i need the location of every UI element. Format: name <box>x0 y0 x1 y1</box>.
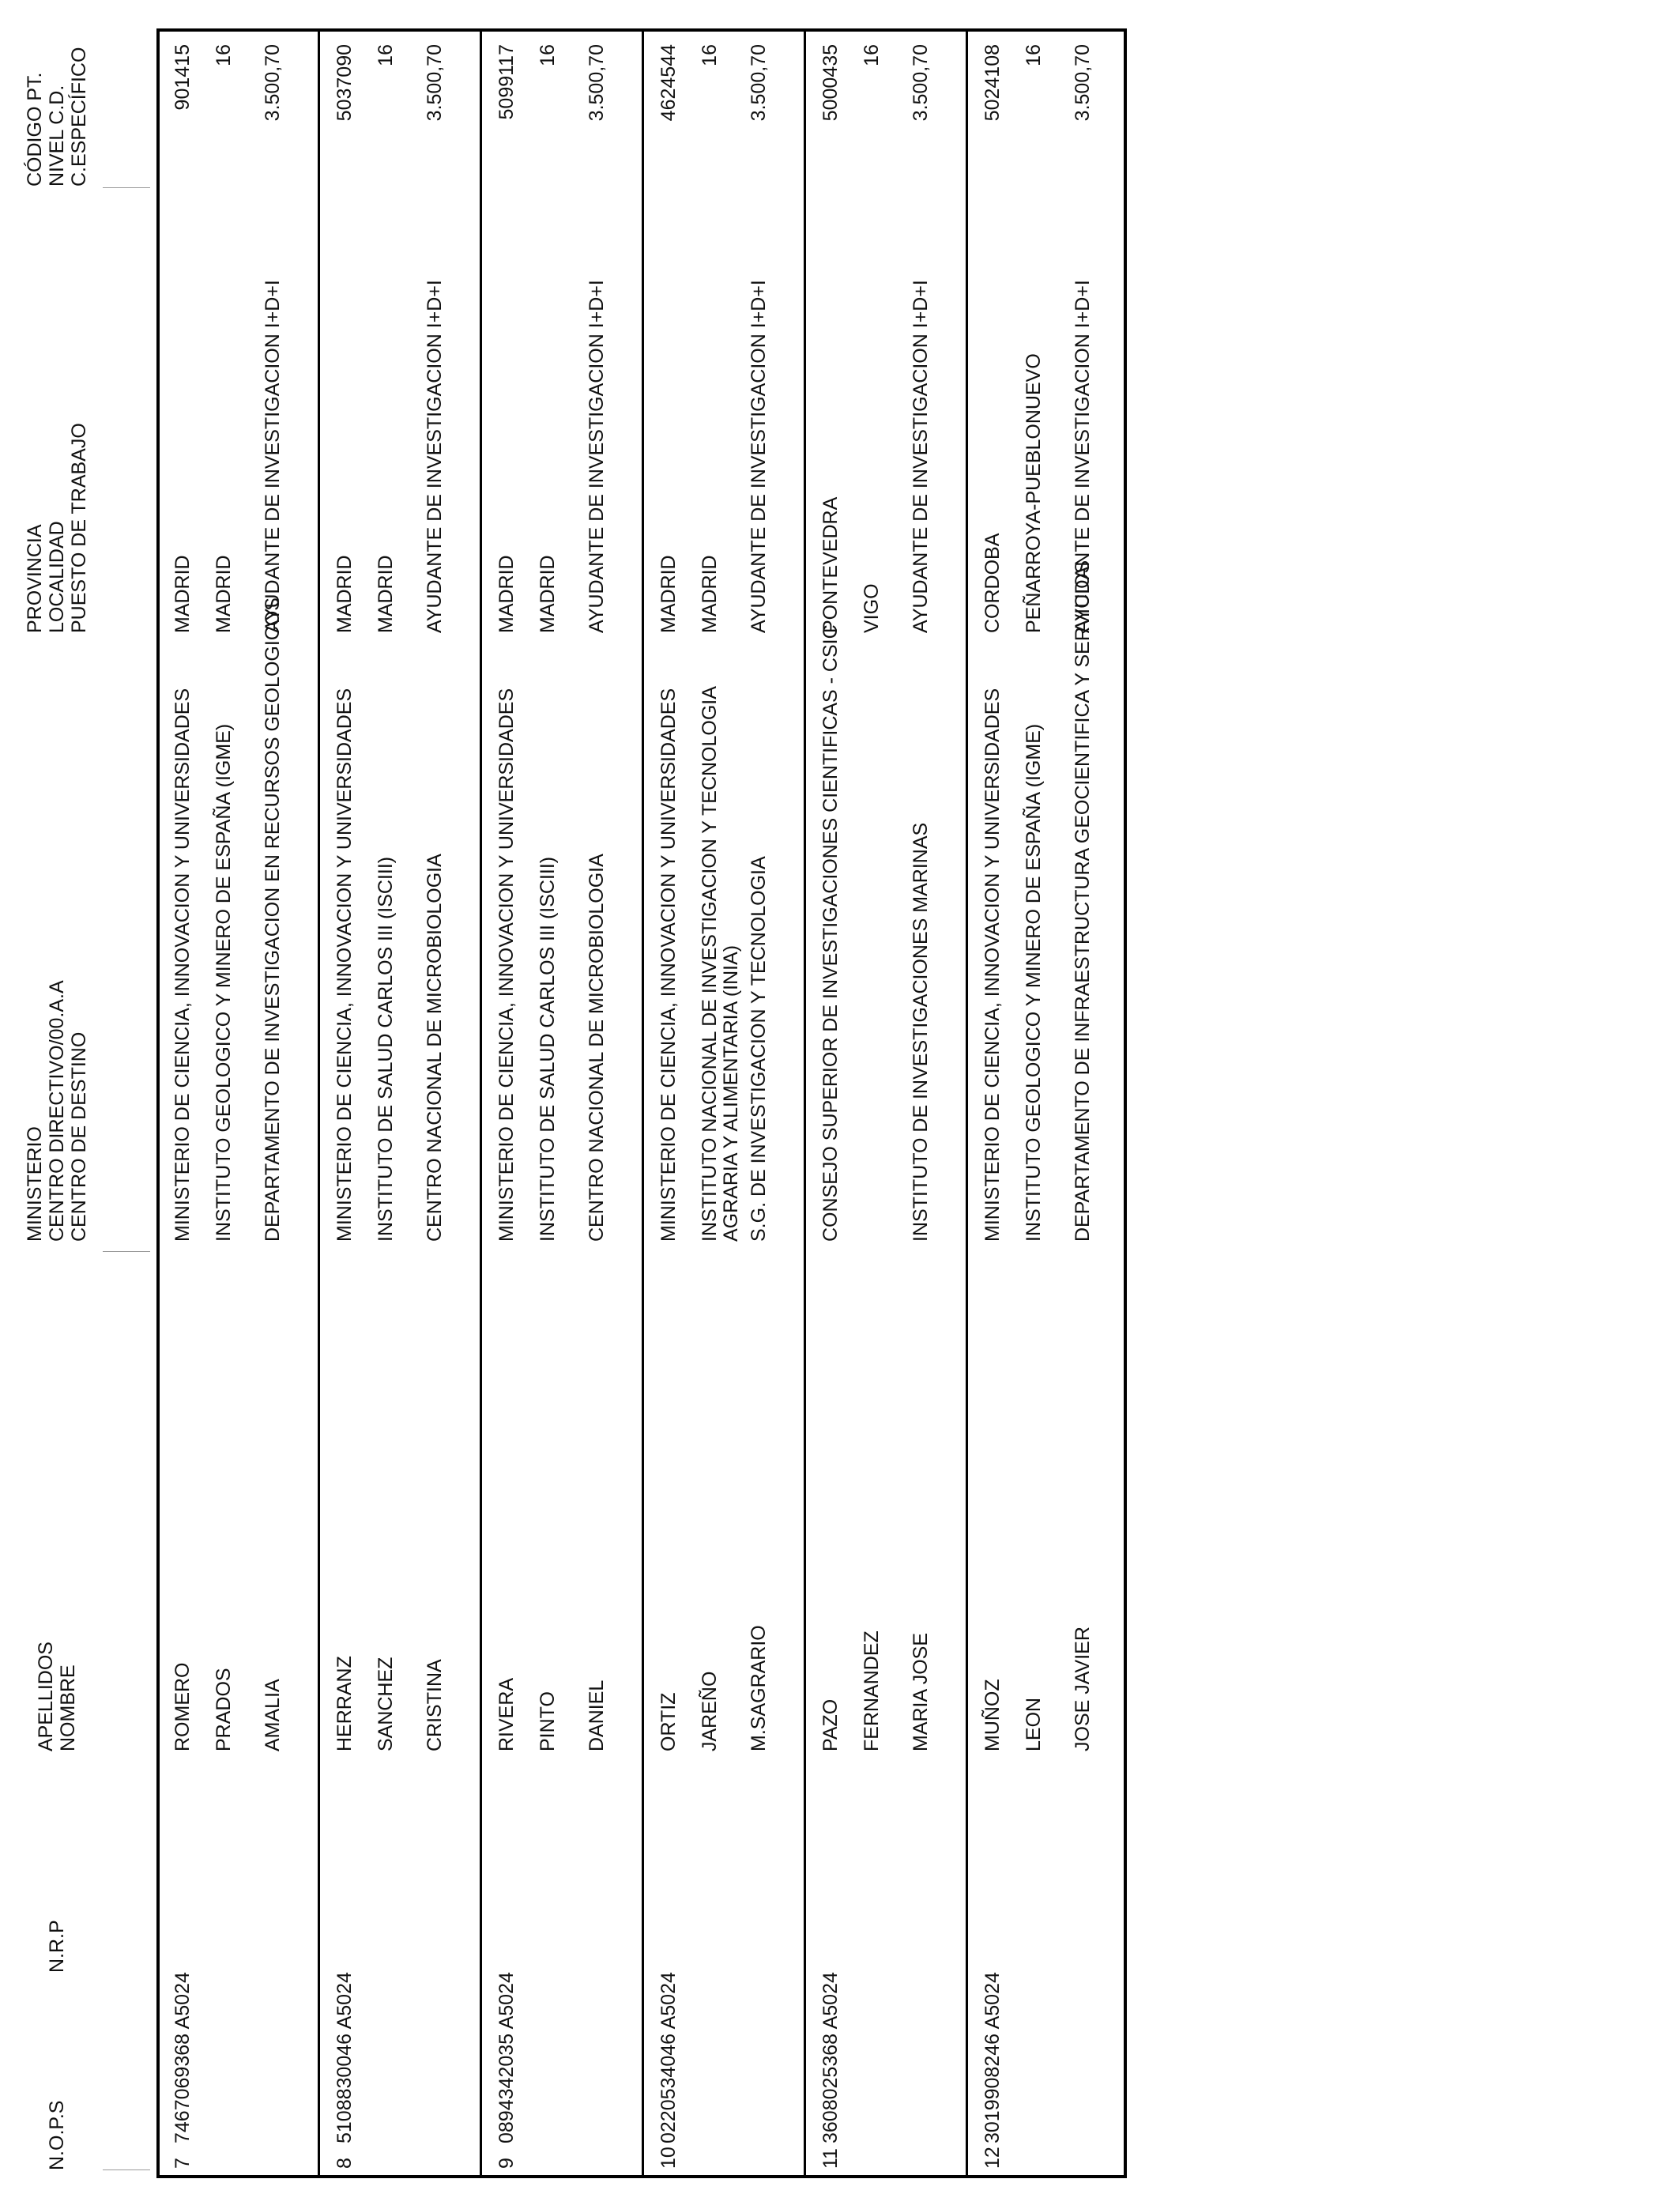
destino-cell: CENTRO NACIONAL DE MICROBIOLOGIA <box>586 854 608 1242</box>
header-localidad-label: LOCALIDAD <box>46 521 68 633</box>
destino-cell: S.G. DE INVESTIGACION Y TECNOLOGIA <box>748 856 770 1242</box>
header-ministerio <box>24 980 90 1242</box>
especifico-cell: 3.500,70 <box>748 44 770 122</box>
apellido2-cell: PINTO <box>537 1691 559 1751</box>
apellido1-cell: PAZO <box>819 1698 842 1751</box>
row-separator <box>480 28 482 2178</box>
apellido1-cell: ORTIZ <box>657 1692 680 1751</box>
directivo-cell: INSTITUTO DE SALUD CARLOS III (ISCIII) <box>375 856 397 1242</box>
localidad-cell: MADRID <box>375 555 397 633</box>
row-separator <box>804 28 806 2178</box>
destino-cell: INSTITUTO DE INVESTIGACIONES MARINAS <box>910 822 932 1242</box>
header-nombre-label: NOMBRE <box>57 1664 79 1751</box>
apellido2-cell: JAREÑO <box>699 1671 721 1751</box>
localidad-cell: MADRID <box>699 555 721 633</box>
provincia-cell: MADRID <box>657 555 680 633</box>
localidad-cell: MADRID <box>213 555 235 633</box>
nivel-cell: 16 <box>375 44 397 66</box>
nops-cell: 8 <box>333 2158 356 2169</box>
ministerio-cell: MINISTERIO DE CIENCIA, INNOVACION Y UNIVERSIDADES <box>657 688 680 1242</box>
apellido2-cell: SANCHEZ <box>375 1657 397 1751</box>
header-apellidos <box>35 1642 79 1751</box>
ministerio-cell: MINISTERIO DE CIENCIA, INNOVACION Y UNIVERSIDADES <box>981 688 1004 1242</box>
directivo-cell: INSTITUTO GEOLOGICO Y MINERO DE ESPAÑA (IGME) <box>1023 723 1045 1242</box>
directivo-cell: INSTITUTO NACIONAL DE INVESTIGACION Y TECNOLOGIA AGRARIA Y ALIMENTARIA (INIA) <box>699 687 742 1242</box>
codigo-cell: 5037090 <box>333 44 356 122</box>
puesto-cell: AYUDANTE DE INVESTIGACION I+D+I <box>424 280 446 633</box>
row-separator <box>642 28 644 2178</box>
nombre-cell: JOSE JAVIER <box>1072 1627 1094 1751</box>
nops-cell: 10 <box>657 2147 680 2169</box>
especifico-cell: 3.500,70 <box>910 44 932 122</box>
nivel-cell: 16 <box>213 44 235 66</box>
header-provincia <box>24 423 90 633</box>
directivo-cell: INSTITUTO DE SALUD CARLOS III (ISCIII) <box>537 856 559 1242</box>
nops-cell: 7 <box>171 2158 194 2169</box>
apellido1-cell: HERRANZ <box>333 1656 356 1751</box>
nivel-cell: 16 <box>1023 44 1045 66</box>
localidad-cell: MADRID <box>537 555 559 633</box>
header-nivel-label: NIVEL C.D. <box>46 85 68 187</box>
provincia-cell: CORDOBA <box>981 533 1004 633</box>
header-apellidos-label: APELLIDOS <box>35 1642 57 1751</box>
row-separator <box>318 28 320 2178</box>
header-nrp-label: N.R.P <box>46 1920 68 1973</box>
provincia-cell: MADRID <box>495 555 518 633</box>
provincia-cell: MADRID <box>333 555 356 633</box>
nops-cell: 11 <box>819 2148 842 2169</box>
header-especifico-label: C.ESPECÍFICO <box>68 47 90 187</box>
ministerio-cell: MINISTERIO DE CIENCIA, INNOVACION Y UNIVERSIDADES <box>333 688 356 1242</box>
nombre-cell: CRISTINA <box>424 1659 446 1751</box>
nrp-cell: 3019908246 A5024 <box>981 1972 1004 2143</box>
apellido2-cell: PRADOS <box>213 1668 235 1751</box>
ministerio-cell: MINISTERIO DE CIENCIA, INNOVACION Y UNIVERSIDADES <box>495 688 518 1242</box>
apellido2-cell: LEON <box>1023 1697 1045 1751</box>
destino-cell: DEPARTAMENTO DE INVESTIGACION EN RECURSOS GEOLOGICOS <box>262 598 284 1242</box>
row-separator <box>966 28 968 2178</box>
nombre-cell: MARIA JOSE <box>910 1632 932 1751</box>
nivel-cell: 16 <box>699 44 721 66</box>
header-nops <box>46 2101 68 2170</box>
apellido1-cell: MUÑOZ <box>981 1679 1004 1751</box>
puesto-cell: AYUDANTE DE INVESTIGACION I+D+I <box>262 280 284 633</box>
destino-cell: DEPARTAMENTO DE INFRAESTRUCTURA GEOCIENTIFICA Y SERVICIOS <box>1072 560 1094 1242</box>
header-codigo <box>24 47 90 187</box>
especifico-cell: 3.500,70 <box>1072 44 1094 122</box>
nrp-cell: 0894342035 A5024 <box>495 1972 518 2143</box>
puesto-cell: AYUDANTE DE INVESTIGACION I+D+I <box>910 280 932 633</box>
directivo-cell: INSTITUTO GEOLOGICO Y MINERO DE ESPAÑA (IGME) <box>213 723 235 1242</box>
apellido1-cell: ROMERO <box>171 1662 194 1751</box>
header-provincia-label: PROVINCIA <box>24 524 46 633</box>
localidad-cell: VIGO <box>861 583 883 633</box>
codigo-cell: 5099117 <box>495 44 518 120</box>
localidad-cell: PEÑARROYA-PUEBLONUEVO <box>1023 353 1045 633</box>
column-guide <box>103 2169 150 2170</box>
puesto-cell: AYUDANTE DE INVESTIGACION I+D+I <box>748 280 770 633</box>
header-centro-destino-label: CENTRO DE DESTINO <box>68 1031 90 1242</box>
nops-cell: 9 <box>495 2158 518 2169</box>
provincia-cell: MADRID <box>171 555 194 633</box>
especifico-cell: 3.500,70 <box>586 44 608 122</box>
apellido1-cell: RIVERA <box>495 1677 518 1751</box>
provincia-cell: PONTEVEDRA <box>819 496 842 633</box>
especifico-cell: 3.500,70 <box>424 44 446 122</box>
header-codigo-label: CÓDIGO PT. <box>24 72 46 187</box>
ministerio-cell: CONSEJO SUPERIOR DE INVESTIGACIONES CIENTIFICAS - CSIC <box>819 624 842 1242</box>
codigo-cell: 901415 <box>171 44 194 111</box>
puesto-cell: AYUDANTE DE INVESTIGACION I+D+I <box>586 280 608 633</box>
codigo-cell: 5000435 <box>819 44 842 122</box>
puesto-cell: AYUDANTE DE INVESTIGACION I+D+I <box>1072 280 1094 633</box>
column-guide <box>103 187 150 188</box>
nombre-cell: DANIEL <box>586 1679 608 1751</box>
codigo-cell: 4624544 <box>657 44 680 122</box>
nrp-cell: 3608025368 A5024 <box>819 1972 842 2143</box>
nivel-cell: 16 <box>537 44 559 66</box>
nombre-cell: AMALIA <box>262 1679 284 1751</box>
column-guide <box>103 1251 150 1252</box>
apellido2-cell: FERNANDEZ <box>861 1630 883 1751</box>
header-nrp <box>46 1920 68 1973</box>
ministerio-cell: MINISTERIO DE CIENCIA, INNOVACION Y UNIVERSIDADES <box>171 688 194 1242</box>
nrp-cell: 0220534046 A5024 <box>657 1972 680 2143</box>
nrp-cell: 5108830046 A5024 <box>333 1972 356 2143</box>
header-nops-label: N.O.P.S <box>46 2100 68 2170</box>
nivel-cell: 16 <box>861 44 883 66</box>
header-puesto-label: PUESTO DE TRABAJO <box>68 423 90 633</box>
nops-cell: 12 <box>981 2147 1004 2169</box>
header-centro-directivo-label: CENTRO DIRECTIVO/00.A.A <box>46 980 68 1242</box>
header-ministerio-label: MINISTERIO <box>24 1126 46 1242</box>
codigo-cell: 5024108 <box>981 44 1004 122</box>
nrp-cell: 7467069368 A5024 <box>171 1972 194 2143</box>
destino-cell: CENTRO NACIONAL DE MICROBIOLOGIA <box>424 854 446 1242</box>
especifico-cell: 3.500,70 <box>262 44 284 122</box>
nombre-cell: M.SAGRARIO <box>748 1625 770 1751</box>
